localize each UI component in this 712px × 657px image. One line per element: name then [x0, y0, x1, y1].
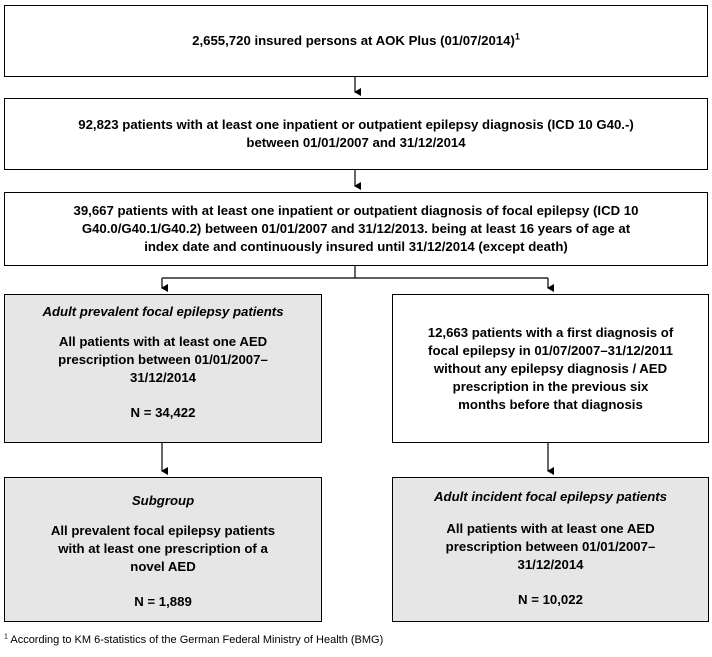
box-subgroup — [4, 477, 322, 622]
box-insured-persons-text: 2,655,720 insured persons at AOK Plus $(01/07/2014)^1$ — [192, 31, 520, 48]
box-adult-prevalent — [4, 294, 322, 443]
box-criteria-line4: prescription in the previous six — [452, 378, 649, 394]
footnote-marker: 1 — [4, 633, 8, 641]
box-adult-incident-line3: 31/12/2014 — [517, 557, 584, 572]
box-adult-incident-title: Adult incident focal epilepsy patients — [433, 489, 668, 504]
box-adult-incident — [392, 477, 709, 622]
box-subgroup-n: N = 1,889 — [134, 594, 192, 609]
box-adult-prevalent-line2: prescription between 01/01/2007– — [58, 352, 268, 367]
box-adult-incident-line1: All patients with at least one AED — [446, 521, 655, 536]
box-focal-epilepsy-diagnosis — [4, 192, 708, 266]
box-adult-prevalent-n: N = 34,422 — [130, 405, 196, 420]
box-subgroup-line1: All prevalent focal epilepsy patients — [50, 523, 276, 538]
box-criteria-line5: months before that diagnosis — [458, 396, 643, 412]
box-criteria-line2: focal epilepsy in 01/07/2007–31/12/2011 — [428, 342, 673, 358]
box-insured-persons — [4, 5, 708, 77]
box-epilepsy-diagnosis-line2: between 01/01/2007 and 31/12/2014 — [246, 135, 466, 150]
box-first-diagnosis-criteria — [392, 294, 709, 443]
box-epilepsy-diagnosis-line1: 92,823 patients with at least one inpatient or outpatient epilepsy diagnosis (ICD 10 G40.-) — [78, 117, 634, 132]
box-adult-incident-line2: prescription between 01/01/2007– — [445, 539, 656, 554]
footnote-text: According to KM 6-statistics of the German Federal Ministry of Health (BMG) — [7, 634, 384, 646]
footnote — [4, 634, 383, 646]
box-focal-line3: index date and continuously insured until 31/12/2014 (except death) — [144, 239, 568, 254]
box-focal-line2: G40.0/G40.1/G40.2) between 01/01/2007 and 31/12/2013. being at least 16 years of age at — [81, 221, 631, 236]
box-subgroup-line3: novel AED — [130, 559, 196, 574]
box-epilepsy-diagnosis — [4, 98, 708, 170]
box-adult-prevalent-line1: All patients with at least one AED — [58, 334, 268, 349]
box-subgroup-line2: with at least one prescription of a — [58, 541, 268, 556]
box-adult-prevalent-line3: 31/12/2014 — [129, 370, 196, 385]
box-criteria-line1: 12,663 patients with a first diagnosis of — [427, 324, 674, 340]
box-adult-incident-n: N = 10,022 — [518, 592, 583, 607]
box-adult-prevalent-title: Adult prevalent focal epilepsy patients — [42, 304, 284, 319]
box-subgroup-title: Subgroup — [131, 493, 195, 508]
box-focal-line1: 39,667 patients with at least one inpatient or outpatient diagnosis of focal epilepsy (ICD 10 — [73, 203, 639, 218]
box-criteria-line3: without any epilepsy diagnosis / AED — [433, 360, 668, 376]
